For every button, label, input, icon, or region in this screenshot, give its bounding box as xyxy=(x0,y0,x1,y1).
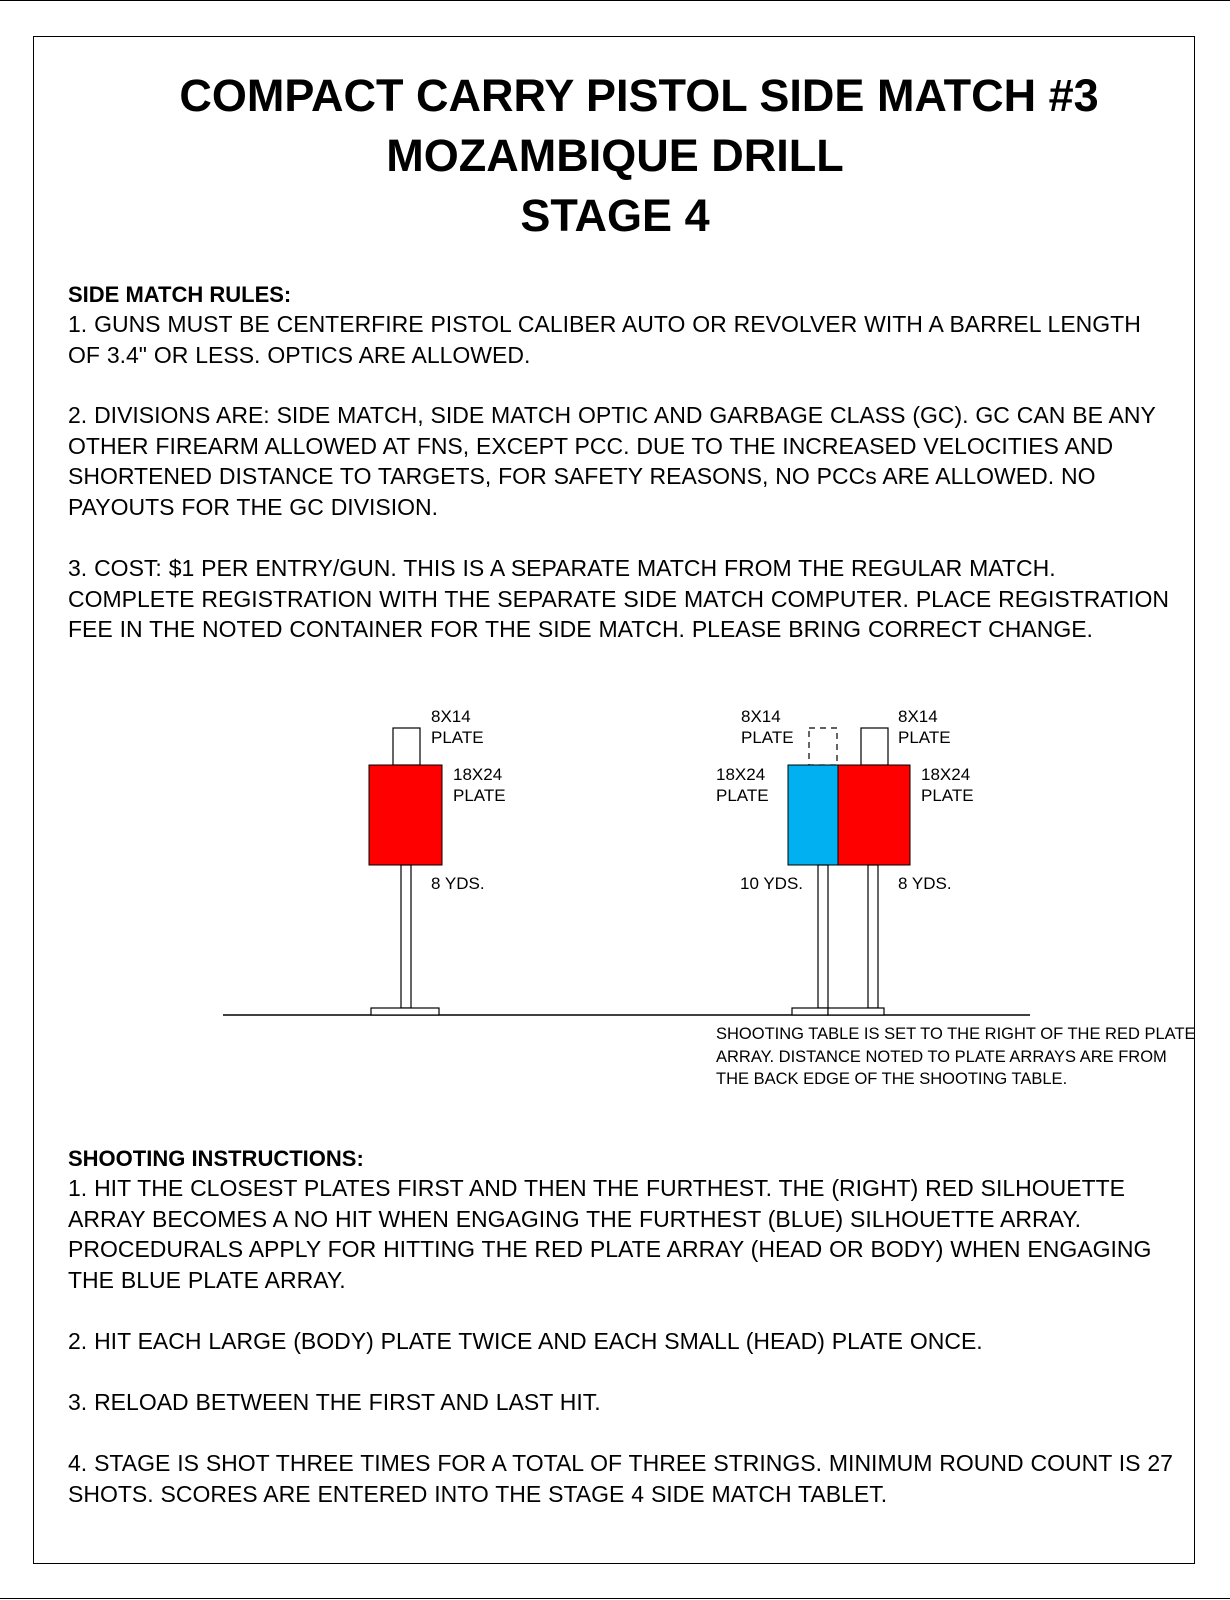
bottom-edge-line xyxy=(0,1598,1230,1599)
left-post xyxy=(401,865,411,1008)
left-red-plate-array xyxy=(369,728,442,1015)
right-base xyxy=(828,1008,884,1015)
drill-name: MOZAMBIQUE DRILL xyxy=(386,130,844,181)
right-head-label: 8X14 PLATE xyxy=(898,707,951,747)
blue-base xyxy=(792,1008,828,1015)
right-body-label: 18X24 PLATE xyxy=(921,765,974,805)
shooting-table-note: SHOOTING TABLE IS SET TO THE RIGHT OF THE RED PLATE ARRAY. DISTANCE NOTED TO PLATE ARRAYS ARE FROM THE BACK EDGE OF THE SHOOTING TABLE. xyxy=(716,1025,1196,1088)
right-body-plate xyxy=(838,765,910,865)
blue-plate-array xyxy=(788,728,838,1015)
rule-item-1: 1. GUNS MUST BE CENTERFIRE PISTOL CALIBER AUTO OR REVOLVER WITH A BARREL LENGTH OF 3.4" OR LESS. OPTICS ARE ALLOWED. xyxy=(68,311,1141,368)
blue-body-plate xyxy=(788,765,838,865)
right-red-plate-array xyxy=(828,728,910,1015)
right-post xyxy=(868,865,878,1008)
rules-heading: SIDE MATCH RULES: xyxy=(68,282,292,307)
blue-body-label: 18X24 PLATE xyxy=(716,765,769,805)
left-head-plate xyxy=(393,728,420,765)
left-distance-label: 8 YDS. xyxy=(431,874,485,893)
left-body-label: 18X24 PLATE xyxy=(453,765,506,805)
instructions-heading: SHOOTING INSTRUCTIONS: xyxy=(68,1146,364,1171)
stage-label: STAGE 4 xyxy=(520,190,710,241)
left-body-plate xyxy=(369,765,442,865)
left-base xyxy=(371,1008,439,1015)
instruction-item-2: 2. HIT EACH LARGE (BODY) PLATE TWICE AND EACH SMALL (HEAD) PLATE ONCE. xyxy=(68,1328,983,1354)
blue-post xyxy=(818,865,828,1008)
instruction-item-4: 4. STAGE IS SHOT THREE TIMES FOR A TOTAL OF THREE STRINGS. MINIMUM ROUND COUNT IS 27 SHOTS. SCORES ARE ENTERED INTO THE STAGE 4 SIDE MATCH TABLET. xyxy=(68,1450,1173,1507)
rule-item-3: 3. COST: $1 PER ENTRY/GUN. THIS IS A SEPARATE MATCH FROM THE REGULAR MATCH. COMPLETE REGISTRATION WITH THE SEPARATE SIDE MATCH COMPUTER. PLACE REGISTRATION FEE IN THE NOTED CONTAINER FOR THE SIDE MATCH. PLEASE BRING CORRECT CHANGE. xyxy=(68,555,1169,642)
blue-head-plate-hidden xyxy=(809,728,837,765)
instruction-item-1: 1. HIT THE CLOSEST PLATES FIRST AND THEN THE FURTHEST. THE (RIGHT) RED SILHOUETTE ARRAY BECOMES A NO HIT WHEN ENGAGING THE FURTHEST (BLUE) SILHOUETTE ARRAY. PROCEDURALS APPLY FOR HITTING THE RED PLATE ARRAY (HEAD OR BODY) WHEN ENGAGING THE BLUE PLATE ARRAY. xyxy=(68,1175,1152,1293)
instruction-item-3: 3. RELOAD BETWEEN THE FIRST AND LAST HIT. xyxy=(68,1389,601,1415)
left-head-label: 8X14 PLATE xyxy=(431,707,484,747)
blue-distance-label: 10 YDS. xyxy=(740,874,804,893)
blue-head-label: 8X14 PLATE xyxy=(741,707,794,747)
right-head-plate xyxy=(861,728,888,765)
right-distance-label: 8 YDS. xyxy=(898,874,952,893)
page-title: COMPACT CARRY PISTOL SIDE MATCH #3 xyxy=(179,70,1099,121)
rule-item-2: 2. DIVISIONS ARE: SIDE MATCH, SIDE MATCH OPTIC AND GARBAGE CLASS (GC). GC CAN BE ANY OTHER FIREARM ALLOWED AT FNS, EXCEPT PCC. DUE TO THE INCREASED VELOCITIES AND SHORTENED DISTANCE TO TARGETS, FOR SAFETY REASONS, NO PCCs ARE ALLOWED. NO PAYOUTS FOR THE GC DIVISION. xyxy=(68,402,1156,520)
